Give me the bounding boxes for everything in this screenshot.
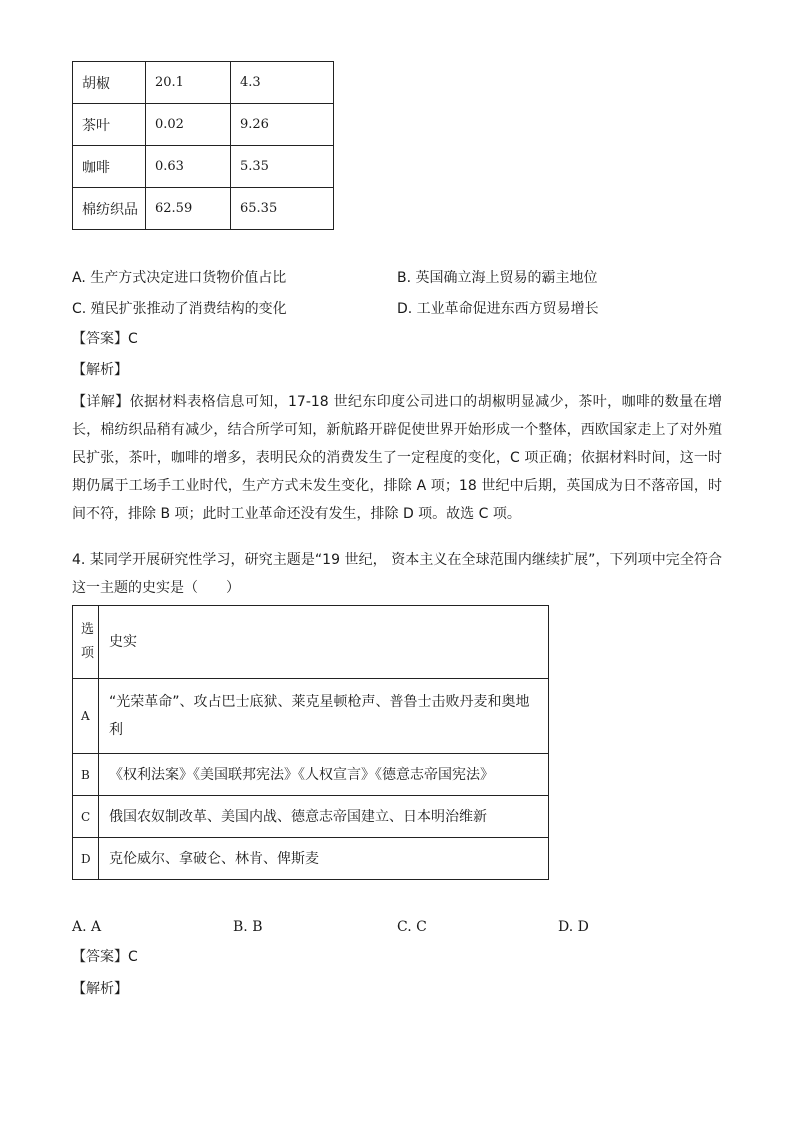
detail-text: 依据材料表格信息可知，17-18 世纪东印度公司进口的胡椒明显减少，茶叶，咖啡的数量在增长，棉纺织品稍有减少，结合所学可知，新航路开辟促使世界开始形成一个整体，西欧国家走上了对外殖民扩张，茶叶，咖啡的增多，表明民众的消费发生了一定程度的变化，C 项正确；依据材料时间，这一时期仍属于工场手工业时代，生产方式未发生变化，排除 A 项；18 世纪中后期，英国成为日不落帝国，时间不符，排除 B 项；此时工业革命还没有发生，排除 D 项。故选 C 项。 [72,394,722,522]
table-row [73,62,334,104]
q4-stem: 4. 某同学开展研究性学习，研究主题是“19 世纪， 资本主义在全球范围内继续扩展”，下列项中完全符合这一主题的史实是（ ） [72,552,722,596]
table-cell: 0.02 [146,104,231,146]
q4-option-c: C. C [397,919,427,935]
detail-label: 【详解】 [72,394,130,410]
q4-analysis-label: 【解析】 [72,981,128,997]
table-cell: “光荣革命”、攻占巴士底狱、莱克星顿枪声、普鲁士击败丹麦和奥地利 [99,679,549,754]
table-cell: B [73,754,99,796]
table-header: 史实 [99,606,549,679]
import-value-table [72,61,334,230]
table-cell: 《权利法案》《美国联邦宪法》《人权宣言》《德意志帝国宪法》 [99,754,549,796]
q3-analysis-label: 【解析】 [72,362,128,378]
table-cell: C [73,796,99,838]
q4-option-b: B. B [233,919,263,935]
table-cell: 0.63 [146,146,231,188]
q3-detail [72,388,722,528]
q4-option-a: A. A [72,919,102,935]
table-cell: 俄国农奴制改革、美国内战、德意志帝国建立、日本明治维新 [99,796,549,838]
table-cell: 棉纺织品 [73,188,146,230]
table-cell: 5.35 [231,146,334,188]
answer-value: C [128,331,138,347]
table-cell: 克伦威尔、拿破仑、林肯、俾斯麦 [99,838,549,880]
table-cell: 20.1 [146,62,231,104]
table-row [73,838,549,880]
q3-option-a: A. 生产方式决定进口货物价值占比 [72,270,287,286]
table-row [73,146,334,188]
table-header-row [73,606,549,679]
table-cell: D [73,838,99,880]
table-row [73,104,334,146]
q3-option-c: C. 殖民扩张推动了消费结构的变化 [72,301,287,317]
q3-option-d: D. 工业革命促进东西方贸易增长 [397,301,599,317]
answer-label: 【答案】 [72,949,128,965]
table-header: 选项 [73,606,99,679]
table-row [73,188,334,230]
table-cell: 9.26 [231,104,334,146]
table-cell: 茶叶 [73,104,146,146]
table-row [73,754,549,796]
answer-label: 【答案】 [72,331,128,347]
q3-option-b: B. 英国确立海上贸易的霸主地位 [397,270,598,286]
table-cell: 4.3 [231,62,334,104]
q4-option-d: D. D [558,919,589,935]
table-cell: A [73,679,99,754]
table-cell: 胡椒 [73,62,146,104]
q3-answer [72,329,138,349]
answer-value: C [128,949,138,965]
table-row [73,679,549,754]
table-cell: 62.59 [146,188,231,230]
q4-options-table [72,605,549,880]
q4-answer [72,947,138,967]
table-cell: 65.35 [231,188,334,230]
table-row [73,796,549,838]
table-cell: 咖啡 [73,146,146,188]
